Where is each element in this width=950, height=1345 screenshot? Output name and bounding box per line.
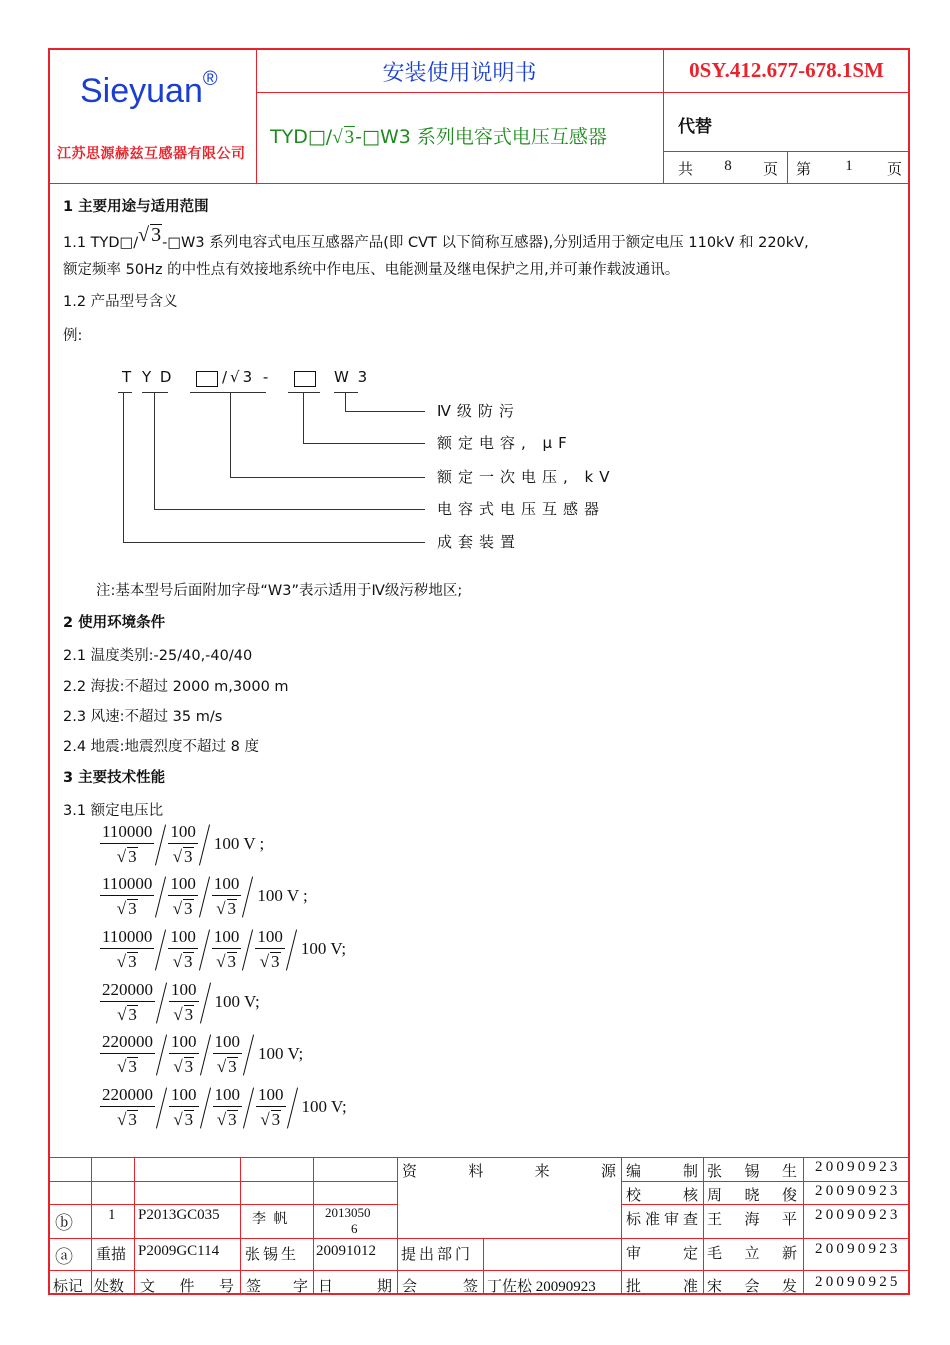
source-label bbox=[402, 1160, 616, 1181]
sqrt-sign: √ bbox=[173, 1057, 183, 1076]
secondary-voltage bbox=[255, 928, 285, 970]
approval-date: 20090923 bbox=[815, 1241, 901, 1257]
sqrt-radicand: 3 bbox=[184, 899, 193, 918]
section-2-title: 2 使用环境条件 bbox=[63, 615, 166, 631]
approval-role-char: 准 bbox=[682, 1279, 698, 1295]
approval-role bbox=[626, 1208, 698, 1229]
approval-role-char: 审 bbox=[663, 1212, 679, 1228]
col-date-char: 日 bbox=[318, 1279, 334, 1295]
fraction-numerator: 220000 bbox=[100, 1033, 155, 1054]
approval-role bbox=[626, 1184, 698, 1205]
note: 注:基本型号后面附加字母“W3”表示适用于Ⅳ级污秽地区; bbox=[96, 583, 463, 599]
primary-voltage bbox=[100, 1086, 155, 1128]
fraction-denominator bbox=[216, 896, 237, 917]
approval-role-char: 制 bbox=[682, 1164, 698, 1180]
sqrt-sign: √ bbox=[173, 1005, 183, 1024]
secondary-voltage bbox=[212, 875, 242, 917]
ratio-slash bbox=[155, 1032, 169, 1076]
fraction-denominator bbox=[173, 1054, 194, 1075]
model-underline bbox=[288, 392, 320, 393]
approver-name-char: 立 bbox=[744, 1246, 760, 1262]
sqrt-sign: √ bbox=[116, 899, 127, 918]
sqrt-sign: √ bbox=[172, 847, 183, 866]
sqrt-radicand: 3 bbox=[271, 1110, 281, 1129]
model-label-set: 成套装置 bbox=[437, 533, 522, 551]
footer-col bbox=[803, 1157, 804, 1295]
fraction-denominator bbox=[216, 949, 237, 970]
doc-title: 安装使用说明书 bbox=[382, 61, 537, 86]
para-1-1: 1.1 TYD□/√ 3-□W3 系列电容式电压互感器产品(即 CVT 以下简称互感器),分别适用于额定电压 110kV 和 220kV, bbox=[63, 224, 809, 251]
fraction-denominator bbox=[117, 949, 138, 970]
voltage-ratio bbox=[100, 1085, 347, 1129]
approver-name bbox=[707, 1208, 797, 1229]
rev-b-date-b: 6 bbox=[351, 1221, 358, 1236]
ratio-slash bbox=[154, 927, 168, 971]
col-file-char: 号 bbox=[218, 1279, 234, 1295]
col-file-char: 文 bbox=[140, 1279, 156, 1295]
col-cosign bbox=[402, 1275, 478, 1296]
approver-name-char: 海 bbox=[744, 1212, 760, 1228]
approver-name-char: 锡 bbox=[744, 1164, 760, 1180]
ratio-slash bbox=[154, 874, 168, 918]
fraction-numerator: 110000 bbox=[100, 823, 154, 844]
footer-col bbox=[621, 1157, 622, 1295]
sqrt-sign: √ bbox=[117, 1057, 127, 1076]
footer-col bbox=[397, 1157, 398, 1295]
secondary-voltage bbox=[213, 1086, 243, 1128]
footer-rule bbox=[48, 1238, 910, 1239]
model-underline bbox=[190, 392, 266, 393]
primary-voltage bbox=[100, 981, 155, 1023]
ratio-slash bbox=[198, 822, 212, 866]
model-w3: W 3 bbox=[334, 368, 370, 386]
col-mark: 标记 bbox=[53, 1279, 84, 1295]
ratio-slash bbox=[198, 927, 212, 971]
footer-col bbox=[240, 1157, 241, 1295]
source-char: 资 bbox=[402, 1164, 418, 1180]
ratio-slash bbox=[199, 1085, 213, 1129]
sqrt-radicand: 3 bbox=[184, 952, 193, 971]
primary-voltage bbox=[100, 1033, 155, 1075]
rev-a-file: P2009GC114 bbox=[138, 1243, 220, 1259]
approval-role bbox=[626, 1275, 698, 1296]
para-3-1: 3.1 额定电压比 bbox=[63, 803, 164, 819]
sqrt-sign: √ bbox=[260, 1110, 270, 1129]
proposing-dept-label: 提出部门 bbox=[401, 1247, 474, 1263]
approval-date: 20090925 bbox=[815, 1274, 901, 1290]
para-2-4: 2.4 地震:地震烈度不超过 8 度 bbox=[63, 739, 259, 755]
approval-role bbox=[626, 1160, 698, 1181]
model-leader bbox=[123, 392, 124, 542]
rev-a-count: 重描 bbox=[96, 1247, 127, 1263]
fraction-denominator bbox=[117, 1002, 138, 1023]
residual-voltage: 100 V ; bbox=[257, 886, 308, 905]
example-label: 例: bbox=[63, 328, 83, 344]
rev-b-date-a: 2013050 bbox=[325, 1205, 371, 1220]
voltage-ratio bbox=[100, 874, 308, 918]
residual-voltage: 100 V; bbox=[301, 1097, 347, 1116]
primary-voltage bbox=[100, 823, 154, 865]
para-2-3: 2.3 风速:不超过 35 m/s bbox=[63, 709, 223, 725]
ratio-slash bbox=[286, 1085, 300, 1129]
approval-role-char: 批 bbox=[626, 1279, 642, 1295]
primary-voltage bbox=[100, 875, 154, 917]
model-underline bbox=[334, 392, 358, 393]
residual-voltage: 100 V; bbox=[214, 992, 260, 1011]
footer-rule bbox=[48, 1181, 398, 1182]
rev-a-date: 20091012 bbox=[316, 1243, 376, 1259]
ratio-slash bbox=[154, 822, 168, 866]
approver-name-char: 晓 bbox=[744, 1188, 760, 1204]
sqrt-radicand: 3 bbox=[228, 1057, 237, 1076]
sqrt-radicand: 3 bbox=[128, 847, 137, 866]
fraction-numerator: 100 bbox=[168, 928, 198, 949]
rev-b-sign: 李 帆 bbox=[252, 1212, 290, 1227]
sqrt-sign: √ bbox=[173, 1110, 183, 1129]
model-leader bbox=[303, 392, 304, 443]
model-leader bbox=[230, 392, 231, 477]
model-leader bbox=[154, 509, 425, 510]
fraction-denominator bbox=[217, 1107, 238, 1128]
sqrt-radicand: 3 bbox=[128, 952, 137, 971]
sqrt-radicand: 3 bbox=[184, 1110, 194, 1129]
approval-role-char: 编 bbox=[626, 1164, 642, 1180]
cosign-value: 丁佐松 20090923 bbox=[487, 1279, 596, 1295]
sqrt-radicand: 3 bbox=[128, 1110, 137, 1129]
model-leader bbox=[345, 411, 425, 412]
approval-role-char: 审 bbox=[626, 1246, 642, 1262]
sqrt-radicand: 3 bbox=[184, 847, 193, 866]
footer-col bbox=[134, 1157, 135, 1295]
secondary-voltage bbox=[169, 1086, 199, 1128]
sqrt-sign: √ bbox=[172, 899, 183, 918]
doc-number: 0SY.412.677-678.1SM bbox=[689, 58, 884, 82]
para-2-2: 2.2 海拔:不超过 2000 m,3000 m bbox=[63, 679, 289, 695]
model-separator: /√3 - bbox=[222, 368, 272, 386]
ratio-slash bbox=[155, 980, 169, 1024]
col-file bbox=[140, 1275, 234, 1296]
model-label-voltage: 额定一次电压, kV bbox=[437, 468, 616, 486]
sqrt-radicand: 3 bbox=[227, 899, 237, 918]
approval-date: 20090923 bbox=[815, 1207, 901, 1223]
voltage-ratio bbox=[100, 980, 260, 1024]
fraction-numerator: 220000 bbox=[100, 1086, 155, 1107]
source-char: 料 bbox=[468, 1164, 484, 1180]
voltage-ratio bbox=[100, 927, 346, 971]
sqrt-sign: √ bbox=[117, 1005, 127, 1024]
source-char: 来 bbox=[534, 1164, 550, 1180]
ratio-slash bbox=[242, 1032, 256, 1076]
fraction-numerator: 100 bbox=[255, 928, 285, 949]
rev-b-count: 1 bbox=[108, 1207, 116, 1223]
replace-label: 代替 bbox=[678, 117, 712, 137]
model-underline bbox=[118, 392, 132, 393]
voltage-ratio bbox=[100, 822, 264, 866]
sqrt-radicand: 3 bbox=[128, 1057, 137, 1076]
fraction-denominator bbox=[173, 844, 194, 865]
footer-top-rule bbox=[48, 1157, 910, 1158]
footer-rule bbox=[48, 1270, 910, 1271]
footer-col bbox=[91, 1157, 92, 1295]
para-1-2: 1.2 产品型号含义 bbox=[63, 294, 178, 310]
fraction-numerator: 110000 bbox=[100, 928, 154, 949]
footer-rule bbox=[621, 1181, 910, 1182]
sqrt-sign: √ bbox=[116, 847, 127, 866]
rev-b-file: P2013GC035 bbox=[138, 1207, 220, 1223]
fraction-denominator bbox=[173, 896, 194, 917]
secondary-voltage bbox=[169, 981, 199, 1023]
fraction-numerator: 100 bbox=[168, 875, 198, 896]
approval-role-char: 校 bbox=[626, 1188, 642, 1204]
company-logo: Sieyuan® bbox=[80, 68, 218, 110]
approver-name bbox=[707, 1160, 797, 1181]
approver-name-char: 俊 bbox=[781, 1188, 797, 1204]
model-t: T bbox=[122, 368, 132, 386]
header-bottom-rule bbox=[48, 183, 910, 184]
sqrt-sign: √ bbox=[259, 952, 270, 971]
model-label-cvt: 电容式电压互感器 bbox=[437, 500, 606, 518]
fraction-numerator: 100 bbox=[256, 1086, 286, 1107]
ratio-slash bbox=[242, 1085, 256, 1129]
approver-name-char: 周 bbox=[707, 1188, 723, 1204]
footer-col bbox=[703, 1157, 704, 1295]
primary-voltage bbox=[100, 928, 154, 970]
sqrt-radicand: 3 bbox=[128, 899, 137, 918]
header-divider bbox=[787, 151, 788, 184]
approver-name-char: 发 bbox=[781, 1279, 797, 1295]
approval-role-char: 查 bbox=[682, 1212, 698, 1228]
col-count: 处数 bbox=[94, 1279, 125, 1295]
model-box-1 bbox=[196, 371, 218, 387]
col-sign-char: 签 bbox=[246, 1279, 262, 1295]
col-date bbox=[318, 1275, 392, 1296]
model-underline bbox=[142, 392, 168, 393]
approval-role-char: 定 bbox=[682, 1246, 698, 1262]
sqrt-sign: √ bbox=[172, 952, 183, 971]
fraction-numerator: 100 bbox=[169, 1086, 199, 1107]
model-leader bbox=[123, 542, 425, 543]
approval-role bbox=[626, 1242, 698, 1263]
para-1-1-line2: 额定频率 50Hz 的中性点有效接地系统中作电压、电能测量及继电保护之用,并可兼作载波通讯。 bbox=[63, 262, 680, 278]
secondary-voltage bbox=[168, 875, 198, 917]
rev-a-mark: ⓐ bbox=[55, 1247, 73, 1267]
approver-name bbox=[707, 1242, 797, 1263]
fraction-numerator: 100 bbox=[168, 823, 198, 844]
fraction-denominator bbox=[117, 844, 138, 865]
col-sign bbox=[246, 1275, 308, 1296]
fraction-numerator: 100 bbox=[169, 1033, 199, 1054]
source-char: 源 bbox=[600, 1164, 616, 1180]
sqrt-radicand: 3 bbox=[271, 952, 280, 971]
ratio-slash bbox=[155, 1085, 169, 1129]
sqrt-sign: √ bbox=[216, 1110, 227, 1129]
sqrt-sign: √ bbox=[216, 1057, 227, 1076]
page-number: 第 1 页 bbox=[796, 158, 902, 178]
sqrt-radicand: 3 bbox=[128, 1005, 137, 1024]
header-rule bbox=[256, 92, 910, 93]
company-name: 江苏思源赫兹互感器有限公司 bbox=[57, 146, 246, 162]
fraction-denominator bbox=[173, 1002, 194, 1023]
rev-b-mark: ⓑ bbox=[55, 1213, 73, 1233]
rev-a-sign: 张锡生 bbox=[245, 1247, 300, 1263]
fraction-denominator bbox=[260, 1107, 281, 1128]
voltage-ratio bbox=[100, 1032, 303, 1076]
approval-role-char: 核 bbox=[682, 1188, 698, 1204]
fraction-numerator: 100 bbox=[213, 1086, 243, 1107]
col-sign-char: 字 bbox=[292, 1279, 308, 1295]
approver-name bbox=[707, 1184, 797, 1205]
col-date-char: 期 bbox=[376, 1279, 392, 1295]
approver-name-char: 平 bbox=[781, 1212, 797, 1228]
sqrt-radicand: 3 bbox=[228, 1110, 237, 1129]
section-1-title: 1 主要用途与适用范围 bbox=[63, 199, 209, 215]
approver-name-char: 会 bbox=[744, 1279, 760, 1295]
approver-name-char: 张 bbox=[707, 1164, 723, 1180]
ratio-slash bbox=[199, 1032, 213, 1076]
sqrt-sign: √ bbox=[117, 1110, 127, 1129]
approval-role-char: 标 bbox=[626, 1212, 642, 1228]
fraction-denominator bbox=[173, 1107, 194, 1128]
approval-date: 20090923 bbox=[815, 1183, 901, 1199]
approver-name bbox=[707, 1275, 797, 1296]
model-yd: Y D bbox=[142, 368, 174, 386]
model-label-capacitance: 额定电容, μF bbox=[437, 434, 573, 452]
sqrt-sign: √ bbox=[116, 952, 127, 971]
approver-name-char: 王 bbox=[707, 1212, 723, 1228]
model-leader bbox=[345, 392, 346, 411]
residual-voltage: 100 V; bbox=[258, 1044, 304, 1063]
fraction-denominator bbox=[260, 949, 281, 970]
section-3-title: 3 主要技术性能 bbox=[63, 770, 166, 786]
residual-voltage: 100 V ; bbox=[213, 834, 265, 853]
sqrt-radicand: 3 bbox=[227, 952, 237, 971]
ratio-slash bbox=[241, 927, 255, 971]
fraction-numerator: 220000 bbox=[100, 981, 155, 1002]
fraction-denominator bbox=[117, 1107, 138, 1128]
ratio-slash bbox=[241, 874, 255, 918]
fraction-denominator bbox=[117, 896, 138, 917]
para-2-1: 2.1 温度类别:-25/40,-40/40 bbox=[63, 648, 253, 664]
col-cosign-char: 会 bbox=[402, 1279, 418, 1295]
doc-subtitle: TYD□/√ 3-□W3 系列电容式电压互感器 bbox=[270, 126, 607, 148]
ratio-slash bbox=[199, 980, 213, 1024]
fraction-numerator: 100 bbox=[213, 1033, 243, 1054]
sqrt-radicand: 3 bbox=[184, 1057, 194, 1076]
fraction-numerator: 110000 bbox=[100, 875, 154, 896]
fraction-numerator: 100 bbox=[212, 928, 242, 949]
secondary-voltage bbox=[213, 1033, 243, 1075]
sqrt-sign: √ bbox=[216, 899, 226, 918]
secondary-voltage bbox=[169, 1033, 199, 1075]
model-leader bbox=[154, 392, 155, 509]
ratio-slash bbox=[198, 874, 212, 918]
approver-name-char: 宋 bbox=[707, 1279, 723, 1295]
approval-date: 20090923 bbox=[815, 1159, 901, 1175]
approver-name-char: 生 bbox=[781, 1164, 797, 1180]
approval-role-char: 准 bbox=[644, 1212, 660, 1228]
approver-name-char: 毛 bbox=[707, 1246, 723, 1262]
secondary-voltage bbox=[168, 823, 198, 865]
fraction-denominator bbox=[173, 949, 194, 970]
model-leader bbox=[303, 443, 425, 444]
total-pages: 共 8 页 bbox=[678, 158, 778, 178]
secondary-voltage bbox=[212, 928, 242, 970]
model-box-2 bbox=[294, 371, 316, 387]
model-leader bbox=[230, 477, 425, 478]
fraction-numerator: 100 bbox=[212, 875, 242, 896]
secondary-voltage bbox=[256, 1086, 286, 1128]
fraction-denominator bbox=[217, 1054, 238, 1075]
approver-name-char: 新 bbox=[781, 1246, 797, 1262]
col-file-char: 件 bbox=[179, 1279, 195, 1295]
fraction-denominator bbox=[117, 1054, 138, 1075]
sqrt-sign: √ bbox=[216, 952, 226, 971]
sqrt-radicand: 3 bbox=[184, 1005, 194, 1024]
secondary-voltage bbox=[168, 928, 198, 970]
model-label-pollution: Ⅳ级防污 bbox=[437, 402, 520, 420]
fraction-numerator: 100 bbox=[169, 981, 199, 1002]
footer-col bbox=[313, 1157, 314, 1295]
footer-col bbox=[483, 1238, 484, 1295]
residual-voltage: 100 V; bbox=[300, 939, 347, 958]
col-cosign-char: 签 bbox=[462, 1279, 478, 1295]
ratio-slash bbox=[285, 927, 299, 971]
